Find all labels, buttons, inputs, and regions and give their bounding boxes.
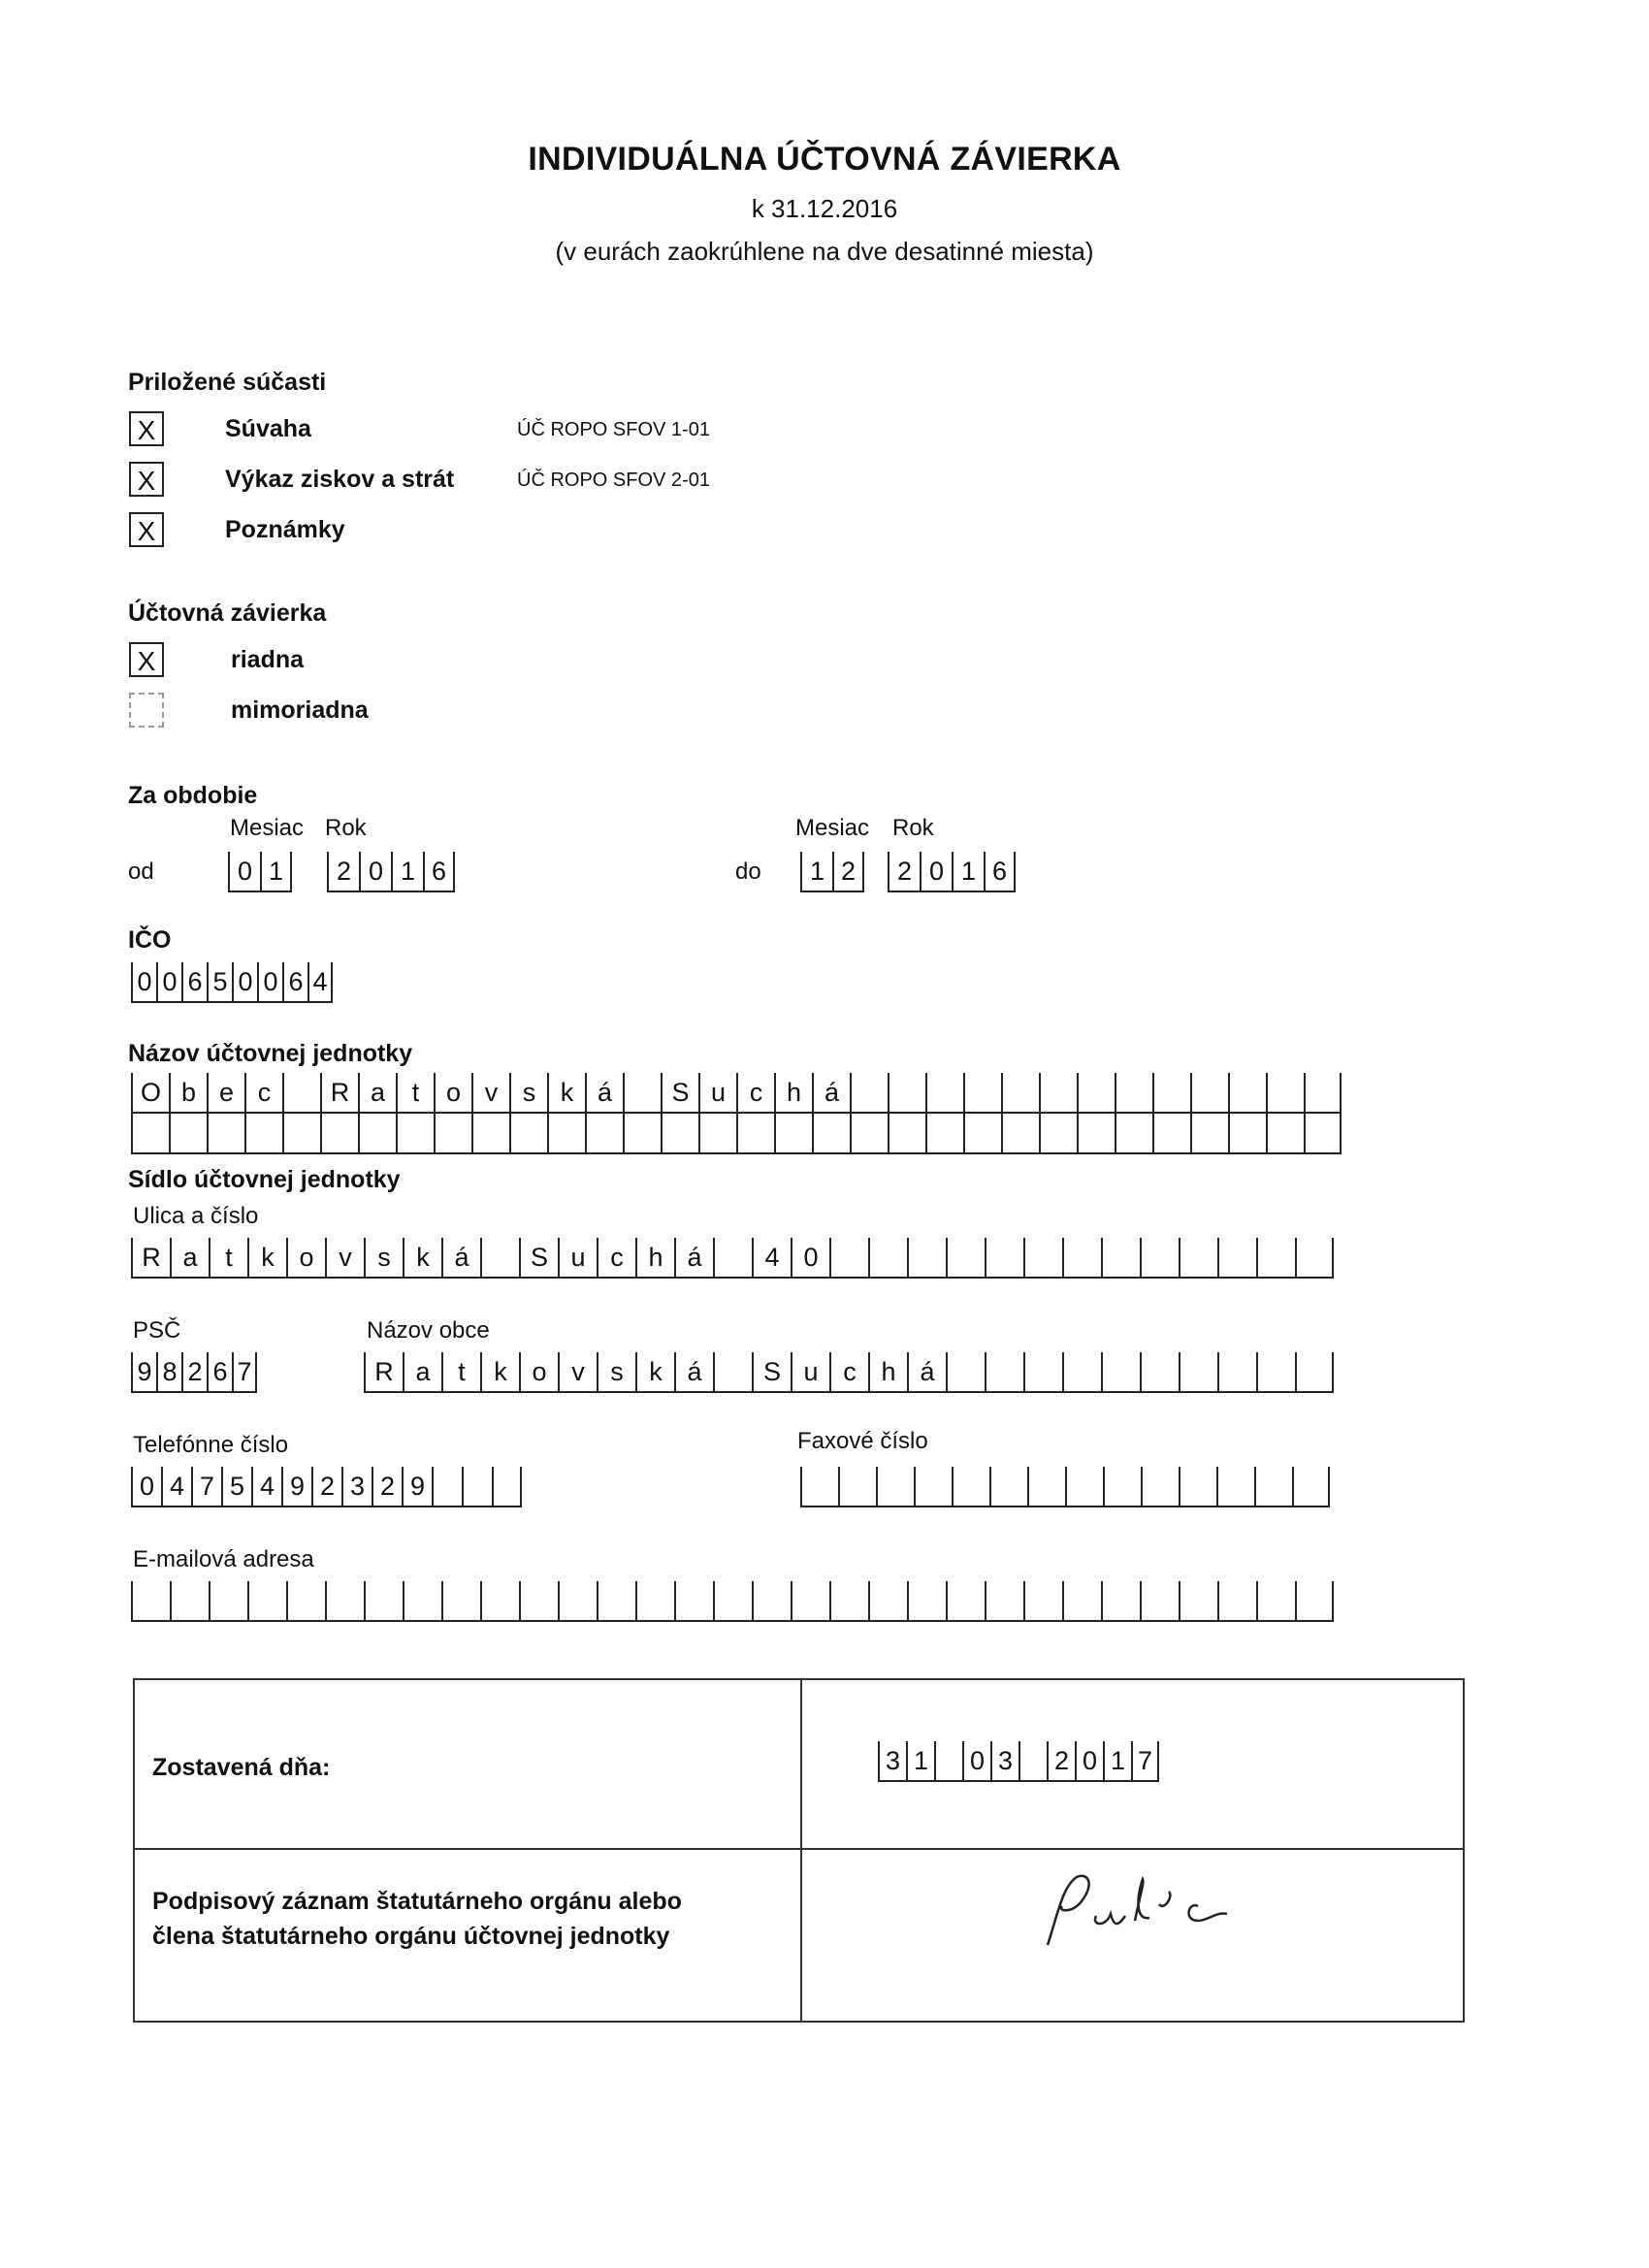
char-cell bbox=[1065, 1467, 1103, 1507]
char-cell bbox=[1023, 1238, 1062, 1279]
digit-cell: 1 bbox=[952, 852, 984, 892]
char-cell: t bbox=[209, 1238, 247, 1279]
char-cell bbox=[1179, 1467, 1216, 1507]
char-cell: t bbox=[396, 1073, 434, 1114]
char-cell bbox=[282, 1114, 320, 1154]
char-cell: 4 bbox=[752, 1238, 791, 1279]
street-label: Ulica a číslo bbox=[133, 1203, 259, 1229]
char-cell bbox=[1295, 1238, 1334, 1279]
char-cell: 2 bbox=[181, 1352, 207, 1393]
char-cell bbox=[635, 1581, 674, 1622]
char-cell: R bbox=[364, 1352, 403, 1393]
char-cell: 6 bbox=[207, 1352, 232, 1393]
digit-cell: 0 bbox=[359, 852, 391, 892]
from-year-field[interactable] bbox=[327, 852, 455, 892]
char-cell: 0 bbox=[156, 962, 181, 1003]
to-month-field[interactable] bbox=[800, 852, 864, 892]
char-cell bbox=[170, 1581, 209, 1622]
char-cell bbox=[989, 1467, 1027, 1507]
char-cell bbox=[713, 1581, 752, 1622]
char-cell: 0 bbox=[232, 962, 257, 1003]
char-cell bbox=[946, 1352, 985, 1393]
phone-label: Telefónne číslo bbox=[133, 1432, 289, 1458]
char-cell bbox=[1217, 1352, 1256, 1393]
digit-cell: 6 bbox=[984, 852, 1016, 892]
char-cell bbox=[1304, 1114, 1342, 1154]
char-cell bbox=[207, 1114, 244, 1154]
to-year-field[interactable] bbox=[888, 852, 1016, 892]
char-cell: S bbox=[519, 1238, 558, 1279]
char-cell bbox=[713, 1238, 752, 1279]
char-cell: t bbox=[441, 1352, 480, 1393]
attachment-label-suvaha: Súvaha bbox=[225, 415, 311, 442]
signature-image bbox=[1028, 1867, 1242, 1955]
char-cell: u bbox=[791, 1352, 829, 1393]
char-cell: h bbox=[635, 1238, 674, 1279]
attachment-checkbox-poznamky[interactable]: X bbox=[129, 512, 164, 547]
digit-cell: 1 bbox=[260, 852, 292, 892]
char-cell bbox=[441, 1581, 480, 1622]
char-cell bbox=[286, 1581, 325, 1622]
char-cell bbox=[1217, 1581, 1256, 1622]
char-cell bbox=[829, 1238, 868, 1279]
psc-label: PSČ bbox=[133, 1317, 181, 1344]
char-cell: v bbox=[558, 1352, 597, 1393]
char-cell: e bbox=[207, 1073, 244, 1114]
char-cell bbox=[925, 1073, 963, 1114]
char-cell: 2 bbox=[1047, 1741, 1075, 1782]
char-cell bbox=[1266, 1073, 1304, 1114]
char-cell bbox=[985, 1352, 1023, 1393]
char-cell bbox=[812, 1114, 850, 1154]
char-cell bbox=[558, 1581, 597, 1622]
char-cell bbox=[1115, 1073, 1152, 1114]
char-cell: R bbox=[131, 1238, 170, 1279]
char-cell: a bbox=[403, 1352, 441, 1393]
digit-cell: 1 bbox=[391, 852, 423, 892]
char-cell bbox=[868, 1238, 907, 1279]
attachments-heading: Priložené súčasti bbox=[128, 369, 327, 396]
char-cell: b bbox=[169, 1073, 207, 1114]
to-year-label: Rok bbox=[892, 815, 934, 841]
digit-cell: 2 bbox=[888, 852, 920, 892]
char-cell bbox=[432, 1467, 462, 1507]
char-cell bbox=[774, 1114, 812, 1154]
char-cell bbox=[1179, 1352, 1217, 1393]
address-heading: Sídlo účtovnej jednotky bbox=[128, 1166, 401, 1193]
char-cell bbox=[1103, 1467, 1141, 1507]
char-cell: k bbox=[635, 1352, 674, 1393]
char-cell: R bbox=[320, 1073, 358, 1114]
char-cell: 0 bbox=[131, 962, 156, 1003]
digit-cell: 1 bbox=[800, 852, 832, 892]
street-field[interactable] bbox=[131, 1238, 1334, 1279]
char-cell bbox=[1077, 1114, 1115, 1154]
fax-field[interactable] bbox=[800, 1467, 1330, 1507]
char-cell bbox=[547, 1114, 585, 1154]
char-cell bbox=[985, 1581, 1023, 1622]
digit-cell: 6 bbox=[423, 852, 455, 892]
char-cell: 4 bbox=[251, 1467, 281, 1507]
attachment-code-suvaha: ÚČ ROPO SFOV 1-01 bbox=[517, 419, 710, 440]
char-cell bbox=[829, 1581, 868, 1622]
char-cell bbox=[907, 1581, 946, 1622]
char-cell: á bbox=[674, 1238, 713, 1279]
char-cell: O bbox=[131, 1073, 169, 1114]
footer-column-divider bbox=[800, 1678, 802, 2023]
char-cell bbox=[1115, 1114, 1152, 1154]
statement-type-label-mimoriadna: mimoriadna bbox=[231, 697, 369, 724]
char-cell: á bbox=[812, 1073, 850, 1114]
char-cell bbox=[247, 1581, 286, 1622]
char-cell: á bbox=[674, 1352, 713, 1393]
char-cell bbox=[985, 1238, 1023, 1279]
attachment-checkbox-suvaha[interactable]: X bbox=[129, 411, 164, 446]
char-cell: a bbox=[170, 1238, 209, 1279]
char-cell bbox=[1152, 1114, 1190, 1154]
char-cell bbox=[209, 1581, 247, 1622]
digit-cell: 0 bbox=[228, 852, 260, 892]
fax-label: Faxové číslo bbox=[797, 1428, 928, 1454]
char-cell bbox=[480, 1238, 519, 1279]
signature-label-line-1: Podpisový záznam štatutárneho orgánu alebo bbox=[152, 1888, 682, 1915]
char-cell: 1 bbox=[1103, 1741, 1131, 1782]
char-cell bbox=[914, 1467, 952, 1507]
attachment-label-vykaz: Výkaz ziskov a strát bbox=[225, 466, 455, 493]
char-cell: 3 bbox=[990, 1741, 1018, 1782]
char-cell: h bbox=[868, 1352, 907, 1393]
char-cell bbox=[1190, 1073, 1228, 1114]
to-label: do bbox=[735, 859, 761, 885]
char-cell bbox=[1023, 1352, 1062, 1393]
char-cell: s bbox=[597, 1352, 635, 1393]
char-cell: k bbox=[247, 1238, 286, 1279]
char-cell bbox=[1256, 1581, 1295, 1622]
ico-heading: IČO bbox=[128, 926, 172, 954]
char-cell bbox=[519, 1581, 558, 1622]
char-cell bbox=[1101, 1352, 1140, 1393]
char-cell bbox=[1152, 1073, 1190, 1114]
char-cell: á bbox=[907, 1352, 946, 1393]
ico-field[interactable] bbox=[131, 962, 333, 1003]
char-cell bbox=[907, 1238, 946, 1279]
char-cell bbox=[585, 1114, 623, 1154]
char-cell bbox=[364, 1581, 403, 1622]
char-cell bbox=[868, 1581, 907, 1622]
period-heading: Za obdobie bbox=[128, 782, 258, 809]
compiled-date-label: Zostavená dňa: bbox=[152, 1754, 331, 1781]
char-cell bbox=[1062, 1581, 1101, 1622]
char-cell: 4 bbox=[161, 1467, 191, 1507]
char-cell bbox=[1101, 1581, 1140, 1622]
char-cell bbox=[1228, 1114, 1266, 1154]
char-cell: á bbox=[585, 1073, 623, 1114]
char-cell: u bbox=[698, 1073, 736, 1114]
char-cell bbox=[1179, 1238, 1217, 1279]
char-cell bbox=[800, 1467, 838, 1507]
char-cell bbox=[1001, 1114, 1039, 1154]
char-cell bbox=[1141, 1467, 1179, 1507]
char-cell bbox=[1256, 1352, 1295, 1393]
char-cell bbox=[925, 1114, 963, 1154]
char-cell: v bbox=[325, 1238, 364, 1279]
char-cell bbox=[623, 1073, 661, 1114]
char-cell: 9 bbox=[402, 1467, 432, 1507]
char-cell: o bbox=[286, 1238, 325, 1279]
psc-field[interactable] bbox=[131, 1352, 257, 1393]
char-cell bbox=[131, 1581, 170, 1622]
statement-type-label-riadna: riadna bbox=[231, 646, 305, 673]
char-cell: 7 bbox=[1131, 1741, 1159, 1782]
attachment-label-poznamky: Poznámky bbox=[225, 516, 345, 543]
from-month-field[interactable] bbox=[228, 852, 292, 892]
char-cell bbox=[1062, 1352, 1101, 1393]
to-month-label: Mesiac bbox=[795, 815, 870, 841]
char-cell: 1 bbox=[906, 1741, 934, 1782]
char-cell bbox=[1228, 1073, 1266, 1114]
char-cell bbox=[934, 1741, 962, 1782]
char-cell bbox=[1023, 1581, 1062, 1622]
digit-cell: 0 bbox=[920, 852, 952, 892]
statement-type-checkbox-mimoriadna[interactable] bbox=[129, 693, 164, 728]
email-field[interactable] bbox=[131, 1581, 1334, 1622]
char-cell bbox=[888, 1114, 925, 1154]
char-cell bbox=[1077, 1073, 1115, 1114]
attachment-checkbox-vykaz[interactable]: X bbox=[129, 462, 164, 497]
digit-cell: 2 bbox=[327, 852, 359, 892]
char-cell bbox=[1292, 1467, 1330, 1507]
char-cell: 9 bbox=[281, 1467, 311, 1507]
attachment-code-vykaz: ÚČ ROPO SFOV 2-01 bbox=[517, 470, 710, 491]
entity-name-row-1[interactable] bbox=[131, 1073, 1342, 1114]
char-cell bbox=[1295, 1352, 1334, 1393]
char-cell bbox=[623, 1114, 661, 1154]
char-cell: k bbox=[403, 1238, 441, 1279]
char-cell: 0 bbox=[131, 1467, 161, 1507]
char-cell: s bbox=[509, 1073, 547, 1114]
char-cell bbox=[396, 1114, 434, 1154]
char-cell: u bbox=[558, 1238, 597, 1279]
char-cell bbox=[1140, 1238, 1179, 1279]
footer-box bbox=[133, 1678, 1465, 2023]
char-cell bbox=[1256, 1238, 1295, 1279]
char-cell: S bbox=[661, 1073, 698, 1114]
char-cell bbox=[1039, 1073, 1077, 1114]
char-cell bbox=[434, 1114, 471, 1154]
char-cell bbox=[597, 1581, 635, 1622]
char-cell bbox=[1062, 1238, 1101, 1279]
statement-type-heading: Účtovná závierka bbox=[128, 599, 327, 627]
compiled-date-field[interactable] bbox=[878, 1741, 1159, 1782]
char-cell: 0 bbox=[257, 962, 282, 1003]
char-cell: 3 bbox=[341, 1467, 372, 1507]
footer-divider bbox=[133, 1848, 1465, 1850]
char-cell bbox=[1101, 1238, 1140, 1279]
char-cell: v bbox=[471, 1073, 509, 1114]
char-cell bbox=[480, 1581, 519, 1622]
char-cell bbox=[169, 1114, 207, 1154]
char-cell bbox=[1027, 1467, 1065, 1507]
char-cell: o bbox=[519, 1352, 558, 1393]
char-cell bbox=[358, 1114, 396, 1154]
char-cell bbox=[850, 1114, 888, 1154]
char-cell: k bbox=[547, 1073, 585, 1114]
char-cell: 0 bbox=[962, 1741, 990, 1782]
from-year-label: Rok bbox=[325, 815, 367, 841]
char-cell bbox=[946, 1238, 985, 1279]
char-cell: 5 bbox=[221, 1467, 251, 1507]
char-cell: 0 bbox=[1075, 1741, 1103, 1782]
char-cell bbox=[661, 1114, 698, 1154]
char-cell bbox=[131, 1114, 169, 1154]
char-cell: 6 bbox=[181, 962, 207, 1003]
char-cell: S bbox=[752, 1352, 791, 1393]
char-cell: 4 bbox=[307, 962, 333, 1003]
char-cell bbox=[838, 1467, 876, 1507]
char-cell bbox=[713, 1352, 752, 1393]
from-label: od bbox=[128, 859, 154, 885]
char-cell bbox=[888, 1073, 925, 1114]
city-field[interactable] bbox=[364, 1352, 1334, 1393]
signature-label-line-2: člena štatutárneho orgánu účtovnej jednotky bbox=[152, 1923, 670, 1950]
char-cell: c bbox=[736, 1073, 774, 1114]
char-cell: 9 bbox=[131, 1352, 156, 1393]
char-cell bbox=[736, 1114, 774, 1154]
char-cell bbox=[1217, 1238, 1256, 1279]
char-cell: c bbox=[244, 1073, 282, 1114]
statement-type-checkbox-riadna[interactable]: X bbox=[129, 642, 164, 677]
char-cell: c bbox=[597, 1238, 635, 1279]
char-cell bbox=[403, 1581, 441, 1622]
document-title: INDIVIDUÁLNA ÚČTOVNÁ ZÁVIERKA bbox=[528, 141, 1121, 178]
char-cell bbox=[1295, 1581, 1334, 1622]
char-cell bbox=[462, 1467, 492, 1507]
char-cell: á bbox=[441, 1238, 480, 1279]
char-cell: 7 bbox=[232, 1352, 257, 1393]
char-cell bbox=[963, 1114, 1001, 1154]
char-cell: 2 bbox=[311, 1467, 341, 1507]
char-cell bbox=[952, 1467, 989, 1507]
char-cell bbox=[1190, 1114, 1228, 1154]
char-cell: 6 bbox=[282, 962, 307, 1003]
char-cell bbox=[320, 1114, 358, 1154]
char-cell bbox=[963, 1073, 1001, 1114]
char-cell bbox=[1216, 1467, 1254, 1507]
city-label: Názov obce bbox=[367, 1317, 490, 1344]
char-cell bbox=[1140, 1581, 1179, 1622]
char-cell bbox=[791, 1581, 829, 1622]
char-cell bbox=[752, 1581, 791, 1622]
char-cell bbox=[492, 1467, 522, 1507]
char-cell: 5 bbox=[207, 962, 232, 1003]
char-cell bbox=[850, 1073, 888, 1114]
char-cell bbox=[471, 1114, 509, 1154]
char-cell bbox=[876, 1467, 914, 1507]
statement-date: k 31.12.2016 bbox=[751, 194, 898, 223]
char-cell: h bbox=[774, 1073, 812, 1114]
char-cell: 2 bbox=[372, 1467, 402, 1507]
char-cell bbox=[674, 1581, 713, 1622]
currency-note: (v eurách zaokrúhlene na dve desatinné miesta) bbox=[555, 237, 1094, 266]
char-cell bbox=[1179, 1581, 1217, 1622]
char-cell bbox=[1254, 1467, 1292, 1507]
char-cell: 8 bbox=[156, 1352, 181, 1393]
phone-field[interactable] bbox=[131, 1467, 522, 1507]
char-cell: 3 bbox=[878, 1741, 906, 1782]
char-cell: 0 bbox=[791, 1238, 829, 1279]
char-cell bbox=[1001, 1073, 1039, 1114]
char-cell bbox=[244, 1114, 282, 1154]
char-cell bbox=[946, 1581, 985, 1622]
char-cell bbox=[1039, 1114, 1077, 1154]
char-cell bbox=[1018, 1741, 1047, 1782]
char-cell: o bbox=[434, 1073, 471, 1114]
char-cell: c bbox=[829, 1352, 868, 1393]
char-cell: a bbox=[358, 1073, 396, 1114]
char-cell bbox=[325, 1581, 364, 1622]
email-label: E-mailová adresa bbox=[133, 1546, 314, 1572]
char-cell bbox=[509, 1114, 547, 1154]
char-cell bbox=[698, 1114, 736, 1154]
from-month-label: Mesiac bbox=[230, 815, 305, 841]
char-cell bbox=[1140, 1352, 1179, 1393]
char-cell: 7 bbox=[191, 1467, 221, 1507]
char-cell: k bbox=[480, 1352, 519, 1393]
entity-name-row-2[interactable] bbox=[131, 1114, 1342, 1154]
digit-cell: 2 bbox=[832, 852, 864, 892]
entity-name-heading: Názov účtovnej jednotky bbox=[128, 1040, 413, 1067]
char-cell: s bbox=[364, 1238, 403, 1279]
char-cell bbox=[1304, 1073, 1342, 1114]
char-cell bbox=[1266, 1114, 1304, 1154]
char-cell bbox=[282, 1073, 320, 1114]
